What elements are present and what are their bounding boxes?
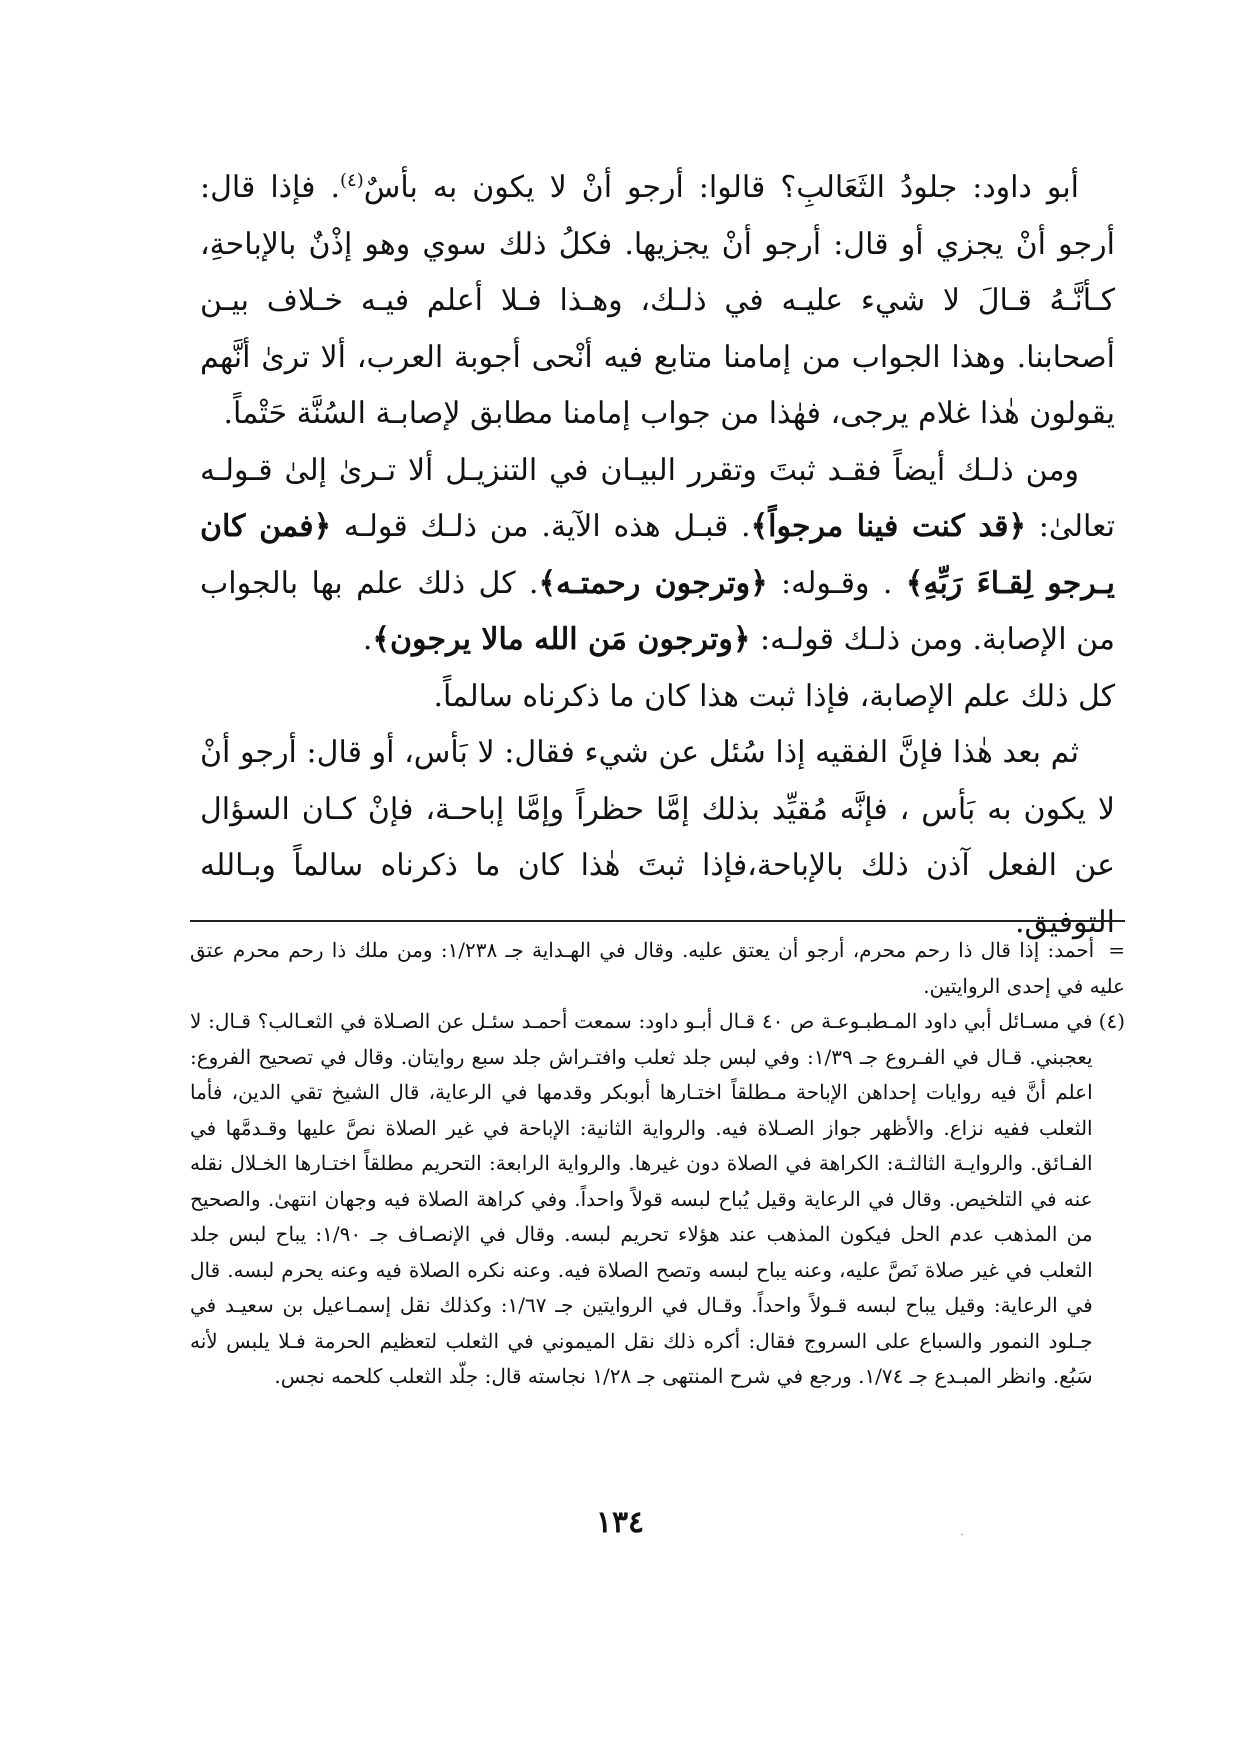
main-text (200, 160, 1115, 951)
text-segment: . وقـوله: (767, 565, 906, 601)
footnote-4-number: (٤) (1098, 1009, 1125, 1033)
quran-quote: ﴿فمن كان يـرجو لِقـاءَ رَبِّهِ﴾ (200, 509, 1115, 601)
text-segment: ثم بعد هٰذا فإنَّ الفقيه إذا سُئل عن شيء فقال: لا بَأس، أو قال: أرجو أنْ لا يكون به بَأس ، فإنَّه مُقيِّد بذلك إمَّا حظراً وإمَّا إباحـة، فإنْ كـان السؤال عن الفعل آذن ذلك بالإباحة،فإذا ثبتَ هٰذا كان ما ذكرناه سالماً وبـالله التوفيق. (200, 735, 1115, 940)
quran-quote: ﴿وترجون مَن الله مالا يرجون﴾ (372, 622, 751, 657)
continuation-text: أحمد: إذا قال ذا رحم محرم، أرجو أن يعتق عليه. وقال في الهـداية جـ ١/٢٣٨: ومن ملك ذا رحم محرم عتق عليه في إحدى الروايتين. (190, 938, 1125, 998)
text-segment: . فإذا قال: أرجو أنْ يجزي أو قال: أرجو أنْ يجزيها. فكلُ ذلك سوي وهو إذْنٌ بالإباحةِ، كـأنَّـهُ قـالَ لا شيء عليـه في ذلـك، وهـذا فـلا أعلم فيـه خـلاف بيـن أصحابنا. وهذا الجواب من إمامنا متابع فيه أنْحى أجوبة العرب، ألا ترىٰ أنَّهم يقولون هٰذا غلام يرجى، فهٰذا من جواب إمامنا مطابق لإصابـة السُنَّة حَتْماً. (200, 170, 1115, 431)
footnote-ref: (٤) (340, 170, 364, 191)
continuation-mark: = (1108, 938, 1125, 962)
footnote-separator (190, 920, 1125, 922)
text-segment: . قبـل هذه الآية. من ذلـك قولـه (331, 509, 751, 544)
page-number: ١٣٤ (595, 1505, 645, 1540)
paragraph-2 (200, 443, 1115, 669)
paragraph-4 (200, 725, 1115, 951)
text-segment: ومن ذلـك أيضاً فقـد ثبتَ وتقرر البيـان في التنزيـل ألا تـرىٰ إلىٰ قـولـه تعالىٰ: (200, 452, 1115, 544)
footnote-4-text: في مسـائل أبي داود المـطبـوعـة ص ٤٠ قـال أبـو داود: سمعت أحمـد سئـل عن الصـلاة في الثعـالب؟ قـال: لا يعجبني. قـال في الفـروع جـ ١/٣٩: وفي لبس جلد ثعلب وافتـراش جلد سبع روايتان. وقال في تصحيح الفروع: اعلم أنَّ فيه روايات إحداهن الإباحة مـطلقاً اختـارها أبوبكر وقدمها في الرعاية، قال الشيخ تقي الدين، فأما الثعلب ففيه نزاع. والأظهر جواز الصـلاة فيه. والرواية الثانية: الإباحة في غير الصلاة نصَّ عليها وقـدمَّها في الفـائق. والروايـة الثالثـة: الكراهة في الصلاة دون غيرها. والرواية الرابعة: التحريم مطلقاً اختـارها الخـلال نقله عنه في التلخيص. وقال في الرعاية وقيل يُباح لبسه قولاً واحداً. وفي كراهة الصلاة فيه وجهان انتهىٰ. والصحيح من المذهب عدم الحل فيكون المذهب عند هؤلاء تحريم لبسه. وقال في الإنصـاف جـ ١/٩٠: يباح لبس جلد الثعلب في غير صلاة نَصَّ عليه، وعنه يباح لبسه وتصح الصلاة فيه. وعنه نكره الصلاة فيه وعنه يحرم لبسه. قال في الرعاية: وقيل يباح لبسه قـولاً واحداً. وقـال في الروايتين جـ ١/٦٧: وكذلك نقل إسمـاعيل بن سعيـد في جـلود النمور والسباع على السروج فقال: أكره ذلك نقل الميموني في الثعلب لتعظيم الحرمة فـلا يلبس لأنه سَبُع. وانظر المبـدع جـ ١/٧٤. ورجع في شرح المنتهى جـ ١/٢٨ نجاسته قال: جلّد الثعلب كلحمه نجس. (190, 1009, 1093, 1388)
quran-quote: ﴿وترجون رحمتـه﴾ (538, 565, 768, 601)
scan-speck: · (960, 1528, 964, 1542)
paragraph-1 (200, 160, 1115, 443)
paragraph-3 (200, 669, 1115, 726)
footnote-4 (190, 1004, 1125, 1395)
quran-quote: ﴿قد كنت فينا مرجواً﴾ (750, 509, 1027, 544)
footnote-continuation (190, 933, 1125, 1004)
text-segment: . (362, 622, 373, 657)
text-segment: كل ذلك علم الإصابة، فإذا ثبت هذا كان ما ذكرناه سالماً. (433, 678, 1115, 714)
text-segment: . كل ذلك علم بها بالجواب من الإصابة. ومن ذلـك قولـه: (200, 565, 1115, 657)
footnotes (190, 933, 1125, 1395)
text-segment: أبو داود: جلودُ الثَعَالبِ؟ قالوا: أرجو أنْ لا يكون به بأسٌ (363, 170, 1080, 205)
